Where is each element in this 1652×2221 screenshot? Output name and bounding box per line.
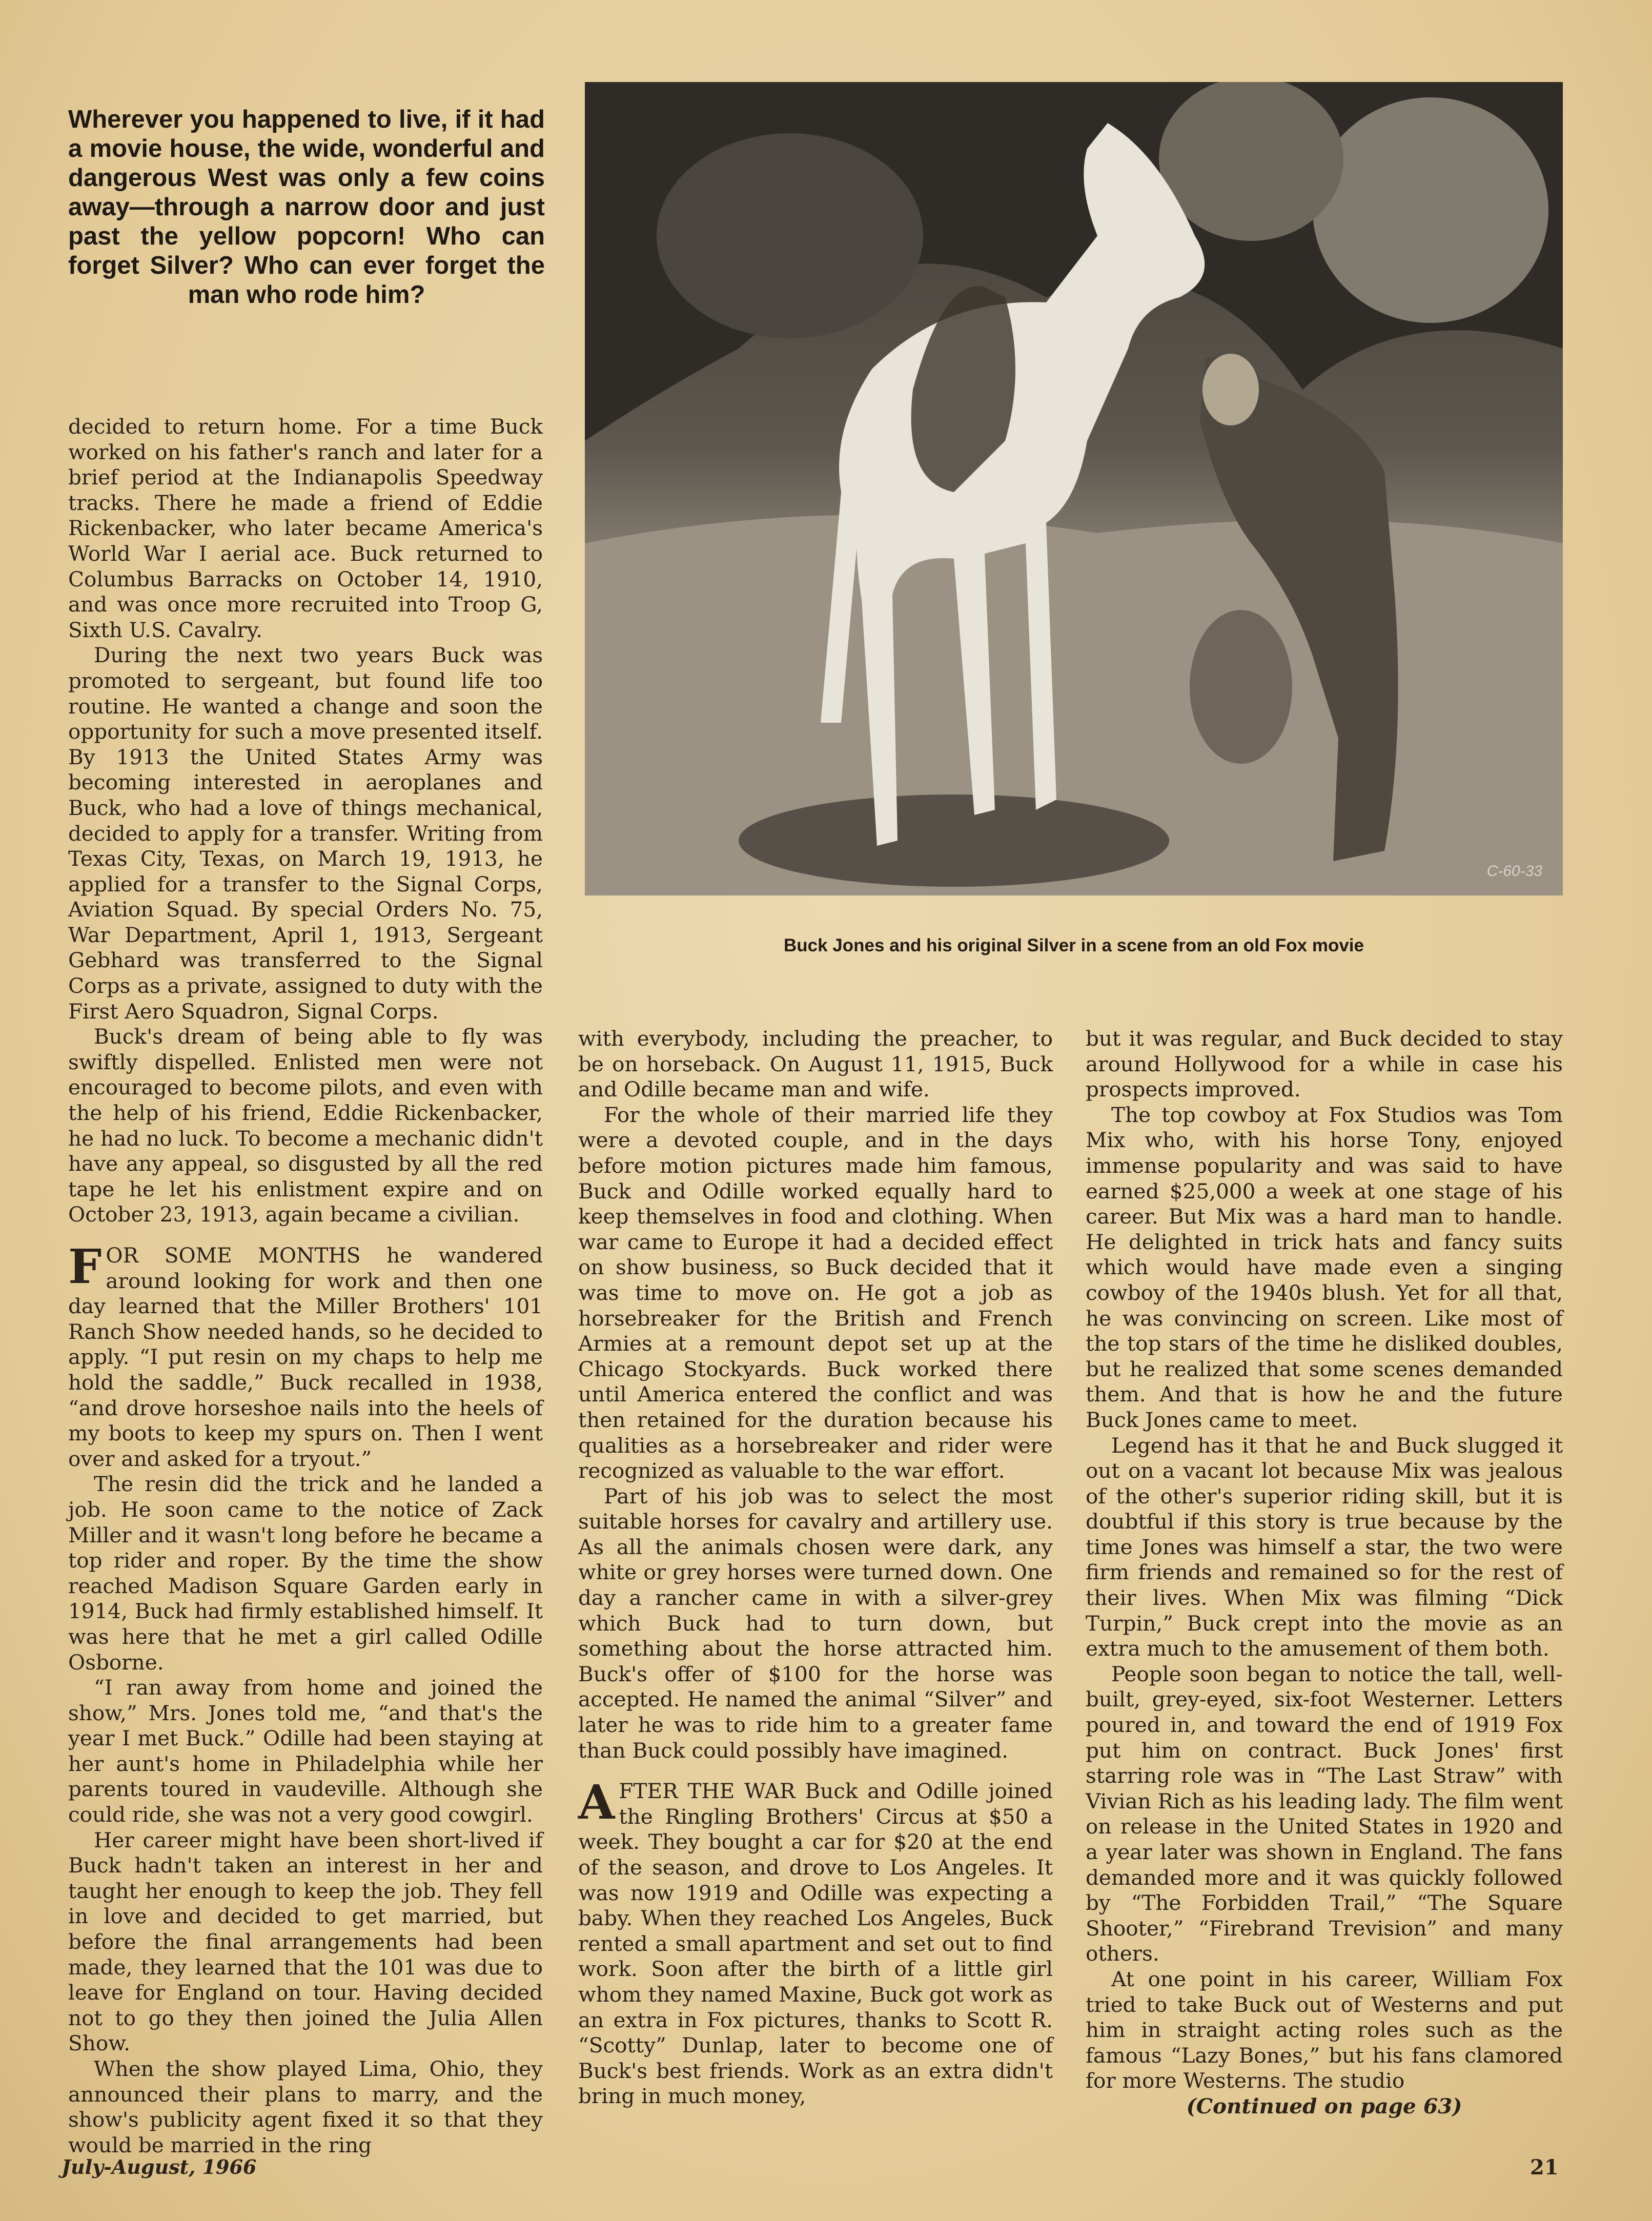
paragraph: The resin did the trick and he landed a job. He soon came to the notice of Zack Miller and it wasn't long before he became a top rider and roper. By the time the show reached Madison Square Garden early in 1914, Buck had firmly established himself. It was here that he met a girl called Odille Osborne. — [68, 1472, 543, 1675]
paragraph: For the whole of their married life they were a devoted couple, and in the days before motion pictures made him famous, Buck and Odille worked equally hard to keep themselves in food and clothing. When war came to Europe it had a decided effect on show business, so Buck decided that it was time to move on. He got a job as horsebreaker for the British and French Armies at a remount depot set up at the Chicago Stockyards. Buck worked there until America entered the conflict and was then retained for the duration because his qualities as a horsebreaker and rider were recognized as valuable to the war effort. — [578, 1102, 1053, 1483]
photo-buck-jones-silver — [585, 82, 1563, 895]
photo-image — [585, 82, 1563, 895]
paragraph: During the next two years Buck was promoted to sergeant, but found life too routine. He wanted a change and soon the opportunity for such a move presented itself. By 1913 the United States Army was becoming interested in aeroplanes and Buck, who had a love of things mechanical, decided to apply for a transfer. Writing from Texas City, Texas, on March 19, 1913, he applied for a transfer to the Signal Corps, Aviation Squad. By special Orders No. 75, War Department, April 1, 1913, Sergeant Gebhard was transferred to the Signal Corps as a private, assigned to duty with the First Aero Squadron, Signal Corps. — [68, 643, 543, 1024]
paragraph: Legend has it that he and Buck slugged it out on a vacant lot because Mix was jealous of the other's superior riding skill, but it is doubtful if this story is true because by the time Jones was himself a star, the two were firm friends and remained so for the rest of their lives. When Mix was filming “Dick Turpin,” Buck crept into the movie as an extra much to the amusement of them both. — [1086, 1433, 1563, 1661]
continued-note: (Continued on page 63) — [1186, 2093, 1462, 2118]
paragraph-text: OR SOME MONTHS he wandered around looking for work and then one day learned that the Miller Brothers' 101 Ranch Show needed hands, so he decided to apply. “I put resin on my chaps to help me hold the saddle,” Buck recalled in 1938, “and drove horseshoe nails into the heels of my boots to keep my spurs on. Then I went over and asked for a tryout.” — [68, 1243, 543, 1471]
paragraph: The top cowboy at Fox Studios was Tom Mix who, with his horse Tony, enjoyed immense popularity and was said to have earned $25,000 a week at one stage of his career. But Mix was a hard man to handle. He delighted in trick hats and fancy suits which would have made even a singing cowboy of the 1940s blush. Yet for all that, he was convincing on screen. Like most of the top stars of the time he disliked doubles, but he realized that some scenes demanded them. And that is how he and the future Buck Jones came to meet. — [1086, 1102, 1563, 1432]
paragraph-dropcap — [578, 1775, 1053, 2109]
column-1 — [68, 414, 543, 2158]
paragraph: with everybody, including the preacher, to be on horseback. On August 11, 1915, Buck and Odille became man and wife. — [578, 1026, 1053, 1102]
drop-cap: F — [68, 1239, 102, 1294]
paragraph-dropcap — [68, 1239, 543, 1472]
issue-date: July-August, 1966 — [62, 2155, 257, 2178]
paragraph: but it was regular, and Buck decided to stay around Hollywood for a while in case his prospects improved. — [1086, 1026, 1563, 1102]
paragraph: “I ran away from home and joined the show,” Mrs. Jones told me, “and that's the year I met Buck.” Odille had been staying at her aunt's home in Philadelphia while her parents toured in vaudeville. Although she could ride, she was not a very good cowgirl. — [68, 1675, 543, 1827]
paragraph-text: FTER THE WAR Buck and Odille joined the Ringling Brothers' Circus at $50 a week. They bought a car for $20 at the end of the season, and drove to Los Angeles. It was now 1919 and Odille was expecting a baby. When they reached Los Angeles, Buck rented a small apartment and set out to find work. Soon after the birth of a little girl whom they named Maxine, Buck got work as an extra in Fox pictures, thanks to Scott R. “Scotty” Dunlap, later to become one of Buck's best friends. Work as an extra didn't bring in much money, — [578, 1779, 1053, 2109]
paragraph: Part of his job was to select the most suitable horses for cavalry and artillery use. As all the animals chosen were dark, any white or grey horses were turned down. One day a rancher came in with a silver-grey which Buck had to turn down, but something about the horse attracted him. Buck's offer of $100 for the horse was accepted. He named the animal “Silver” and later he was to ride him to a greater fame than Buck could possibly have imagined. — [578, 1483, 1053, 1763]
intro-blurb: Wherever you happened to live, if it had a movie house, the wide, wonderful and dangerous West was only a few coins away—through a narrow door and just past the yellow popcorn! Who can forget Silver? Who can ever forget the man who rode him? — [68, 106, 545, 309]
column-2 — [578, 1026, 1053, 2109]
column-3 — [1086, 1026, 1563, 2120]
photo-code: C-60-33 — [1486, 863, 1542, 880]
page-number: 21 — [1530, 2155, 1559, 2179]
photo-caption: Buck Jones and his original Silver in a scene from an old Fox movie — [784, 935, 1364, 955]
paragraph: Buck's dream of being able to fly was swiftly dispelled. Enlisted men were not encouraged to become pilots, and even with the help of his friend, Eddie Rickenbacker, he had no luck. To become a mechanic didn't have any appeal, so disgusted by all the red tape he let his enlistment expire and on October 23, 1913, again became a civilian. — [68, 1024, 543, 1227]
drop-cap: A — [578, 1775, 615, 1830]
paragraph: Her career might have been short-lived if Buck hadn't taken an interest in her and taught her enough to keep the job. They fell in love and decided to get married, but before the final arrangements had been made, they learned that the 101 was due to leave for England on tour. Having decided not to go they then joined the Julia Allen Show. — [68, 1827, 543, 2056]
paragraph: People soon began to notice the tall, well-built, grey-eyed, six-foot Westerner. Letters poured in, and toward the end of 1919 Fox put him on contract. Buck Jones' first starring role was in “The Last Straw” with Vivian Rich as his leading lady. The film went on release in the United States in 1920 and a year later was shown in England. The fans demanded more and it was quickly followed by “The Forbidden Trail,” “The Square Shooter,” “Firebrand Trevision” and many others. — [1086, 1661, 1563, 1966]
paragraph: When the show played Lima, Ohio, they announced their plans to marry, and the show's publicity agent fixed it so that they would be married in the ring — [68, 2056, 543, 2157]
paragraph: decided to return home. For a time Buck worked on his father's ranch and later for a brief period at the Indianapolis Speedway tracks. There he made a friend of Eddie Rickenbacker, who later became America's World War I aerial ace. Buck returned to Columbus Barracks on October 14, 1910, and was once more recruited into Troop G, Sixth U.S. Cavalry. — [68, 414, 543, 642]
paragraph: At one point in his career, William Fox tried to take Buck out of Westerns and put him in straight acting roles such as the famous “Lazy Bones,” but his fans clamored for more Westerns. The studio — [1086, 1966, 1563, 2093]
